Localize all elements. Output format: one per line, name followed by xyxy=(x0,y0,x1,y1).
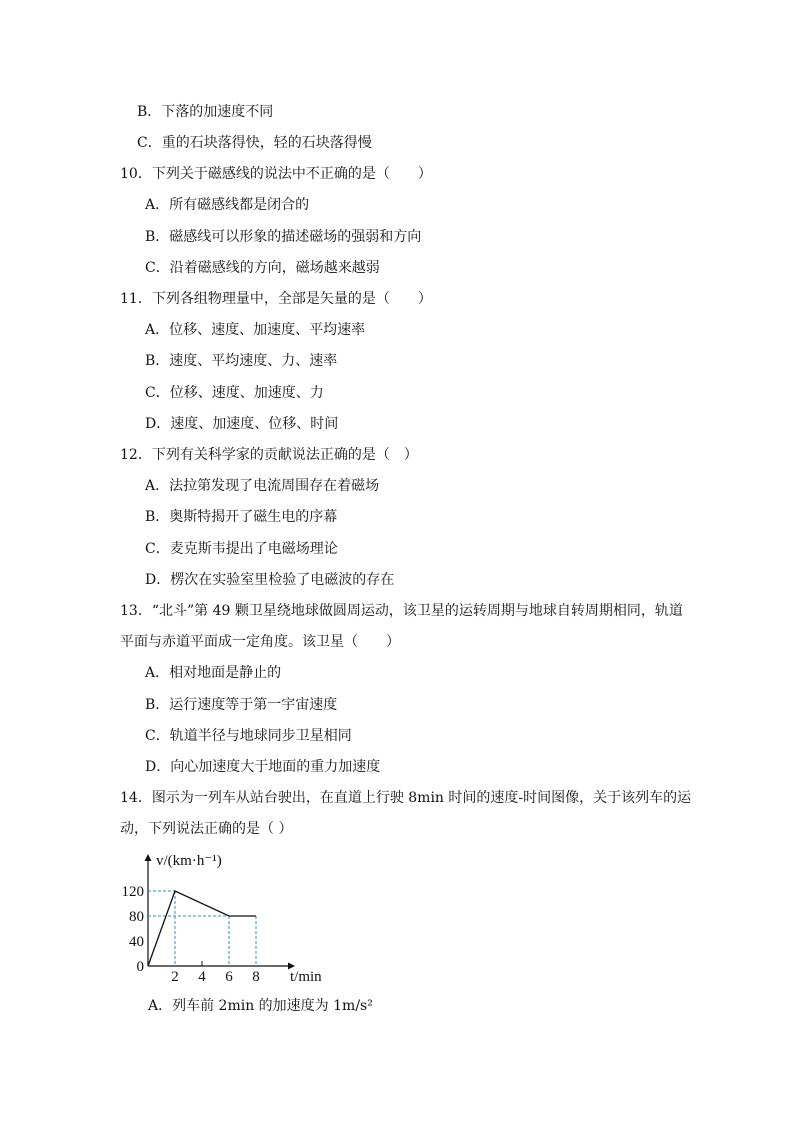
velocity-time-graph xyxy=(118,845,338,985)
option-text: C．沿着磁感线的方向，磁场越来越弱 xyxy=(145,260,380,276)
option-text: C．位移、速度、加速度、力 xyxy=(145,385,324,401)
option-text: A．法拉第发现了电流周围存在着磁场 xyxy=(145,478,380,494)
y-axis-label: v/(km·h⁻¹) xyxy=(156,853,222,869)
x-tick-label: 4 xyxy=(198,969,206,985)
question-14-stem: 14．图示为一列车从站台驶出，在直道上行驶 8min 时间的速度-时间图像，关于该列车的运 xyxy=(120,790,692,806)
option-text: A．列车前 2min 的加速度为 1m/s² xyxy=(148,998,373,1014)
option-text: B．奥斯特揭开了磁生电的序幕 xyxy=(145,509,338,525)
question-12-stem: 12．下列有关科学家的贡献说法正确的是（ ） xyxy=(120,447,418,463)
option-text: B．速度、平均速度、力、速率 xyxy=(145,353,338,369)
question-13-stem: 13．“北斗”第 49 颗卫星绕地球做圆周运动，该卫星的运转周期与地球自转周期相同，轨道 xyxy=(120,603,683,619)
x-tick-label: 8 xyxy=(252,969,260,985)
y-axis-arrow xyxy=(145,854,152,861)
option-text: B．下落的加速度不同 xyxy=(137,104,274,120)
option-text: C．重的石块落得快，轻的石块落得慢 xyxy=(137,135,372,151)
x-axis-label: t/min xyxy=(290,969,322,985)
option-text: D．速度、加速度、位移、时间 xyxy=(145,416,339,432)
y-tick-label: 40 xyxy=(129,934,144,950)
option-text: C．麦克斯韦提出了电磁场理论 xyxy=(145,541,338,557)
option-text: D．向心加速度大于地面的重力加速度 xyxy=(145,759,381,775)
option-text: C．轨道半径与地球同步卫星相同 xyxy=(145,728,352,744)
question-10-stem: 10．下列关于磁感线的说法中不正确的是（ ） xyxy=(120,166,432,182)
option-text: B．运行速度等于第一宇宙速度 xyxy=(145,697,338,713)
option-text: A．相对地面是静止的 xyxy=(145,665,282,681)
question-11-stem: 11．下列各组物理量中，全部是矢量的是（ ） xyxy=(120,291,432,307)
y-tick-label: 0 xyxy=(136,959,144,975)
velocity-curve xyxy=(148,891,256,966)
option-text: D．楞次在实验室里检验了电磁波的存在 xyxy=(145,572,395,588)
x-tick-label: 2 xyxy=(171,969,179,985)
y-tick-label: 120 xyxy=(121,884,144,900)
option-text: A．位移、速度、加速度、平均速率 xyxy=(145,322,366,338)
x-tick-label: 6 xyxy=(225,969,233,985)
option-text: B．磁感线可以形象的描述磁场的强弱和方向 xyxy=(145,229,422,245)
y-tick-label: 80 xyxy=(129,909,144,925)
option-text: A．所有磁感线都是闭合的 xyxy=(145,197,310,213)
question-14-stem-cont: 动，下列说法正确的是（ ） xyxy=(120,821,293,837)
question-13-stem-cont: 平面与赤道平面成一定角度。该卫星（ ） xyxy=(120,634,400,650)
